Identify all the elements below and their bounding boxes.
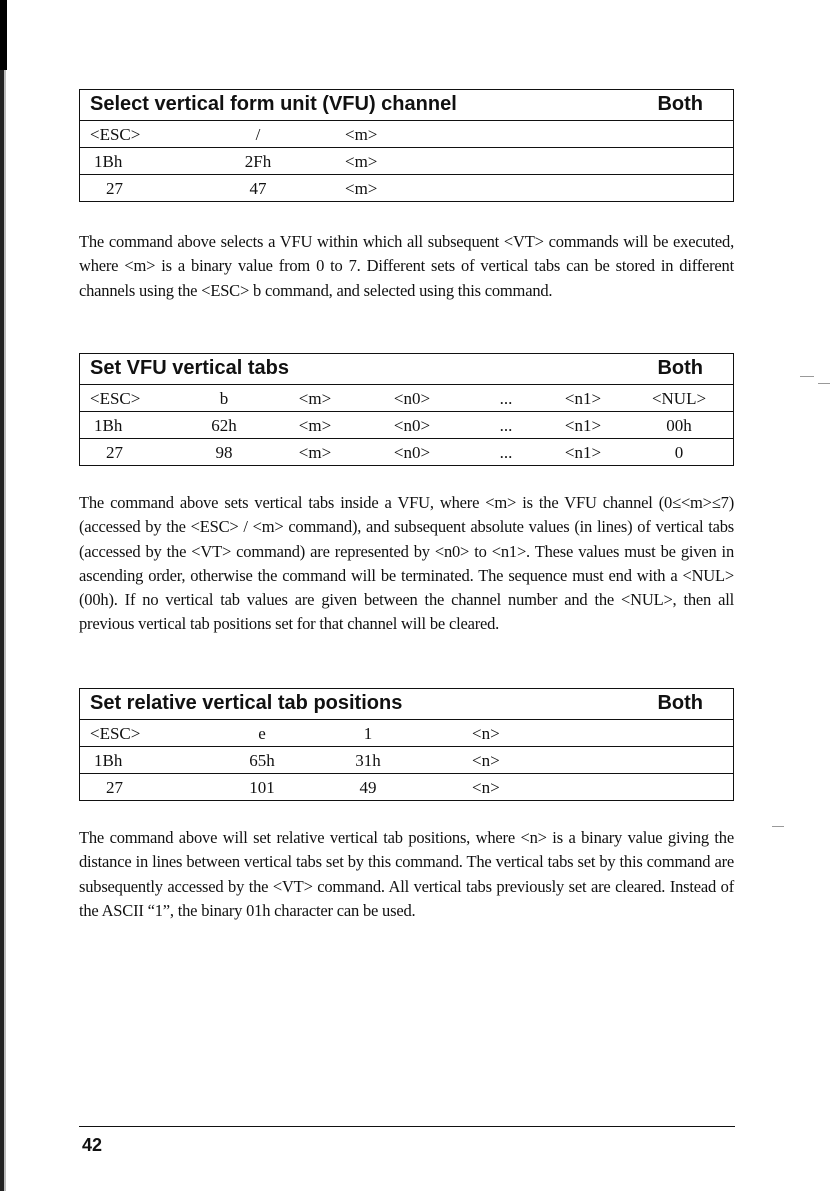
table-cell: b — [219, 389, 229, 408]
command-table-set-vfu-tabs — [79, 353, 734, 466]
table-row — [80, 438, 733, 465]
table-row — [80, 411, 733, 438]
table-cell: <n0> — [393, 443, 431, 462]
table-row — [80, 746, 733, 773]
table-row — [80, 773, 733, 800]
table-row — [80, 174, 733, 201]
table-cell: / — [255, 125, 261, 144]
table-cell: <m> — [345, 152, 378, 171]
table-cell: <n0> — [393, 389, 431, 408]
table-title: Set VFU vertical tabs — [90, 357, 289, 379]
paragraph: The command above selects a VFU within which all subsequent <VT> commands will be executed, where <m> is a binary value from 0 to 7. Different sets of vertical tabs can be stored in different channels using the <ESC> b command, and selected using this command. — [79, 232, 734, 300]
command-table-relative-tabs — [79, 688, 734, 801]
table-title: Select vertical form unit (VFU) channel — [90, 93, 457, 115]
table-cell: ... — [499, 416, 513, 435]
table-cell: <NUL> — [651, 389, 707, 408]
command-table-select-vfu — [79, 89, 734, 202]
table-title: Set relative vertical tab positions — [90, 692, 403, 714]
table-cell: <m> — [298, 416, 332, 435]
table-cell: <ESC> — [90, 125, 141, 144]
table-mode: Both — [657, 692, 703, 714]
table-cell: <ESC> — [90, 389, 141, 408]
margin-tick — [772, 826, 784, 827]
table-row — [80, 121, 733, 147]
table-cell: ... — [499, 389, 513, 408]
table-cell: <m> — [298, 443, 332, 462]
margin-tick — [800, 376, 814, 377]
table-cell: 47 — [249, 179, 267, 198]
table-cell: 65h — [249, 751, 275, 770]
scan-mark — [0, 0, 7, 70]
table-cell: 0 — [674, 443, 684, 462]
table-mode: Both — [657, 93, 703, 115]
table-cell: <m> — [345, 179, 378, 198]
footer-rule — [79, 1126, 735, 1127]
table-cell: 1Bh — [94, 416, 123, 435]
table-cell: <ESC> — [90, 724, 141, 743]
table-cell: 27 — [106, 179, 123, 198]
table-cell: 101 — [249, 778, 275, 797]
table-cell: <m> — [345, 125, 378, 144]
table-cell: <n0> — [393, 416, 431, 435]
table-cell: 62h — [211, 416, 237, 435]
table-cell: 49 — [359, 778, 377, 797]
table-cell: <n1> — [564, 416, 602, 435]
table-cell: <n> — [472, 778, 500, 797]
table-cell: 1Bh — [94, 751, 123, 770]
table-cell: <m> — [298, 389, 332, 408]
table-cell: e — [258, 724, 266, 743]
table-cell: 31h — [355, 751, 381, 770]
paragraph: The command above sets vertical tabs inside a VFU, where <m> is the VFU channel (0≤<m>≤7) (accessed by the <ESC> / <m> command), and subsequent absolute values (in lines) of vertical tabs (accessed by the <VT> command) are represented by <n0> to <n1>. These values must be given in ascending order, otherwise the command will be terminated. The sequence must end with a <NUL> (00h). If no vertical tab values are given between the channel number and the <NUL>, then all previous vertical tab positions set for that channel will be cleared. — [79, 493, 734, 634]
table-header — [80, 689, 733, 720]
table-cell: <n> — [472, 724, 500, 743]
scan-edge-shadow — [4, 0, 6, 1191]
table-row — [80, 720, 733, 746]
table-cell: 98 — [215, 443, 233, 462]
table-header — [80, 354, 733, 385]
table-cell: 27 — [106, 443, 123, 462]
table-row — [80, 385, 733, 411]
table-cell: 2Fh — [244, 152, 272, 171]
table-cell: 00h — [666, 416, 692, 435]
table-header — [80, 90, 733, 121]
paragraph: The command above will set relative vertical tab positions, where <n> is a binary value giving the distance in lines between vertical tabs set by this command. The vertical tabs set by this command are subsequently accessed by the <VT> command. All vertical tabs previously set are cleared. Instead of the ASCII “1”, the binary 01h character can be used. — [79, 828, 734, 920]
table-cell: <n1> — [564, 389, 602, 408]
table-cell: ... — [499, 443, 513, 462]
table-cell: <n1> — [564, 443, 602, 462]
table-cell: <n> — [472, 751, 500, 770]
table-cell: 27 — [106, 778, 123, 797]
table-row — [80, 147, 733, 174]
margin-tick — [818, 383, 830, 384]
table-cell: 1 — [363, 724, 373, 743]
page-number: 42 — [82, 1135, 103, 1155]
table-mode: Both — [657, 357, 703, 379]
table-cell: 1Bh — [94, 152, 123, 171]
